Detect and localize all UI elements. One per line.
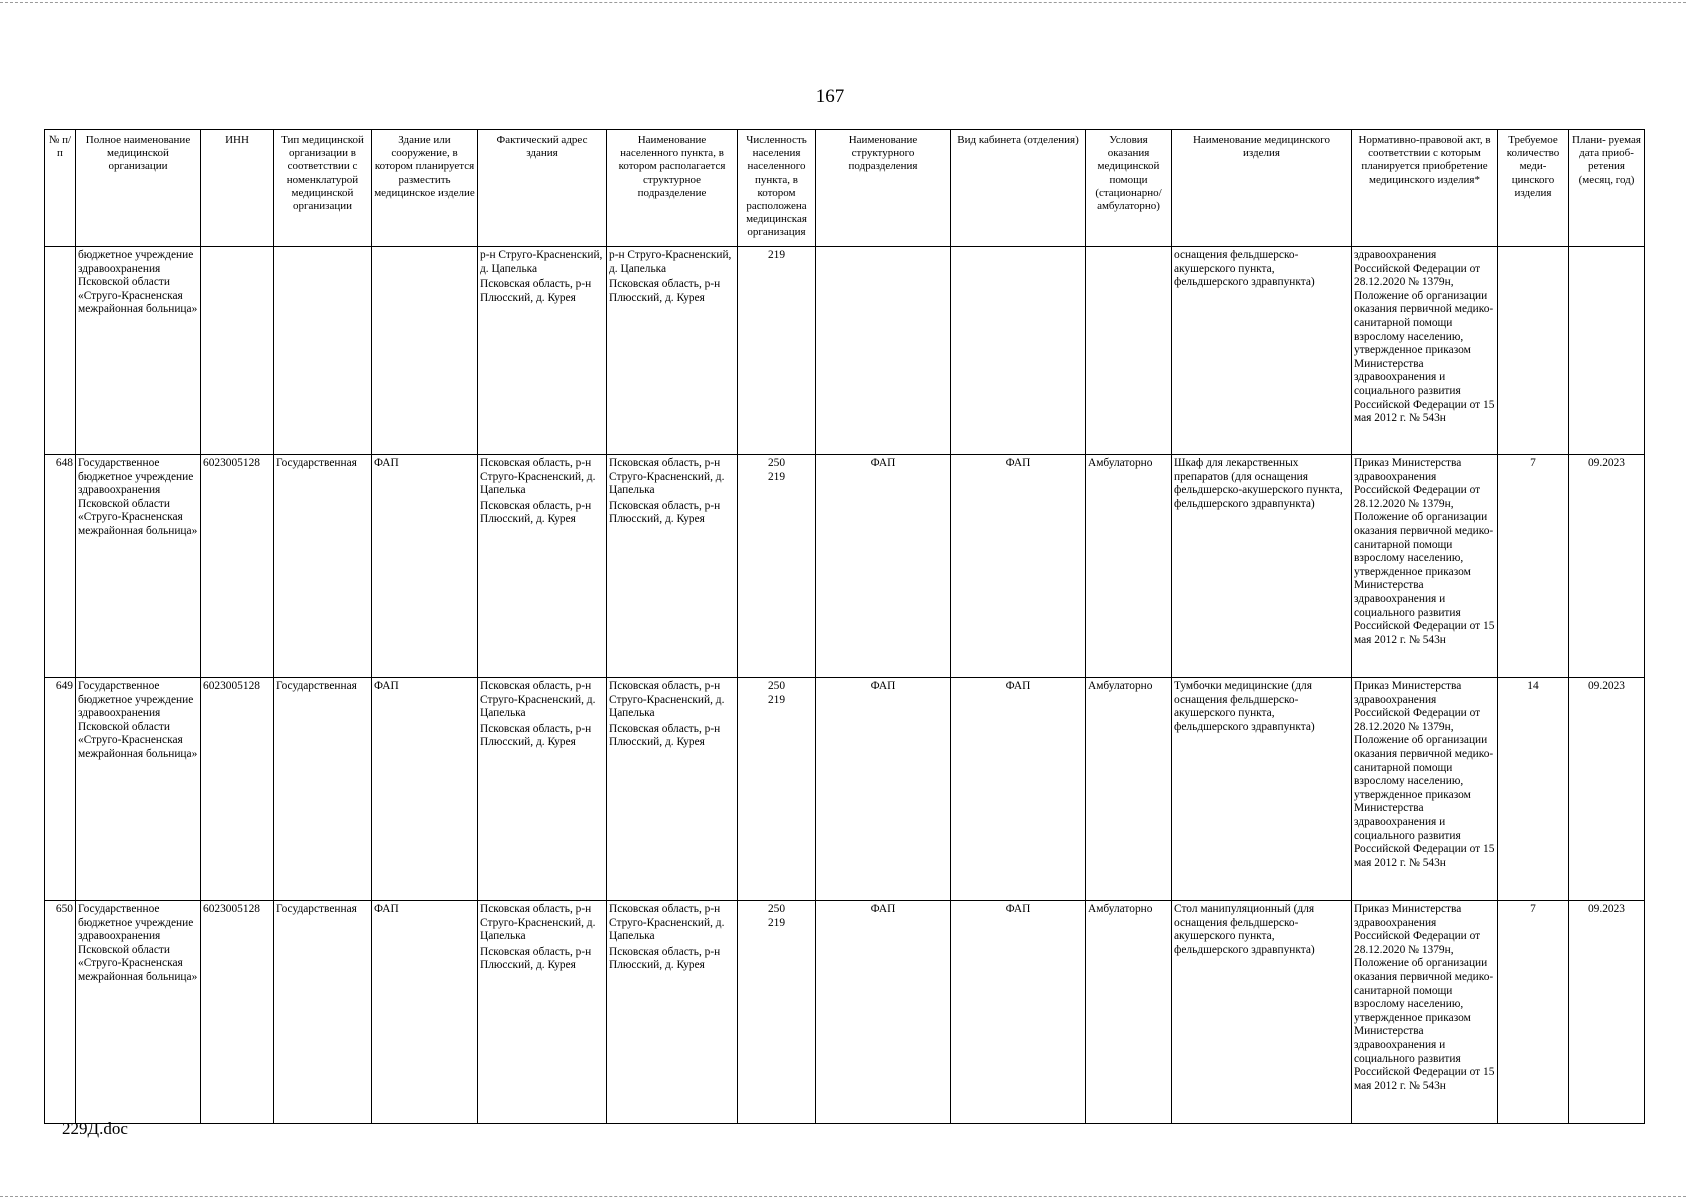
population-value-1: 250: [767, 903, 786, 915]
cell-device: оснащения фельдшерско-акушерского пункта, фельдшерского здравпункта): [1172, 247, 1352, 455]
cell-type: Государственная: [274, 901, 372, 1124]
cell-num: [45, 247, 76, 455]
population-value-2: 219: [767, 916, 786, 929]
cell-date: 09.2023: [1569, 455, 1645, 678]
header-num: № п/п: [45, 130, 76, 247]
cell-org: Государственное бюджетное учреждение здравоохранения Псковской области «Струго-Красненская межрайонная больница»: [76, 455, 201, 678]
cell-unit: ФАП: [816, 901, 951, 1124]
address-line-2: Псковская область, р-н Плюсский, д. Курея: [480, 278, 592, 304]
cell-conditions: Амбулаторно: [1086, 901, 1172, 1124]
cell-type: Государственная: [274, 678, 372, 901]
scan-edge-top: [0, 2, 1686, 3]
population-value-2: 219: [767, 470, 786, 483]
cell-building: [372, 247, 478, 455]
header-qty: Требуемое количество меди- цинского изделия: [1498, 130, 1569, 247]
cell-address: [478, 678, 607, 901]
cell-num: 650: [45, 901, 76, 1124]
cell-device: Стол манипуляционный (для оснащения фельдшерско-акушерского пункта, фельдшерского здравпункта): [1172, 901, 1352, 1124]
cell-address: [478, 455, 607, 678]
cell-building: ФАП: [372, 455, 478, 678]
address-line-2: Псковская область, р-н Плюсский, д. Курея: [480, 945, 592, 972]
cell-address: [478, 247, 607, 455]
cell-type: Государственная: [274, 455, 372, 678]
header-device: Наименование медицинского изделия: [1172, 130, 1352, 247]
locality-line-2: Псковская область, р-н Плюсский, д. Курея: [609, 945, 721, 972]
header-population: Численность населения населенного пункта, в котором расположена медицинская организация: [738, 130, 816, 247]
table-row: [45, 901, 1645, 1124]
scan-edge-bottom: [0, 1196, 1686, 1197]
cell-cabinet: ФАП: [951, 901, 1086, 1124]
cell-locality: [607, 901, 738, 1124]
table-row: [45, 455, 1645, 678]
header-conditions: Условия оказания медицинской помощи (стационарно/ амбулаторно): [1086, 130, 1172, 247]
cell-conditions: Амбулаторно: [1086, 455, 1172, 678]
cell-inn: 6023005128: [201, 678, 274, 901]
population-value-1: 250: [767, 457, 786, 469]
cell-conditions: [1086, 247, 1172, 455]
header-inn: ИНН: [201, 130, 274, 247]
cell-qty: 7: [1498, 455, 1569, 678]
cell-num: 649: [45, 678, 76, 901]
cell-act: Приказ Министерства здравоохранения Российской Федерации от 28.12.2020 № 1379н, Положение об организации оказания первичной медико-санитарной помощи взрослому населению, утвержденное приказом Министерства здравоохранения и социального развития Российской Федерации от 15 мая 2012 г. № 543н: [1352, 678, 1498, 901]
cell-date: 09.2023: [1569, 678, 1645, 901]
cell-device: Тумбочки медицинские (для оснащения фельдшерско-акушерского пункта, фельдшерского здравпункта): [1172, 678, 1352, 901]
cell-qty: 7: [1498, 901, 1569, 1124]
cell-population: [738, 901, 816, 1124]
cell-population: [738, 455, 816, 678]
address-line-1: р-н Струго-Красненский, д. Цапелька: [480, 249, 603, 275]
cell-date: 09.2023: [1569, 901, 1645, 1124]
cell-type: [274, 247, 372, 455]
cell-org: Государственное бюджетное учреждение здравоохранения Псковской области «Струго-Красненская межрайонная больница»: [76, 901, 201, 1124]
table-header-row: [45, 130, 1645, 247]
locality-line-1: р-н Струго-Красненский, д. Цапелька: [609, 249, 732, 275]
cell-locality: [607, 455, 738, 678]
cell-unit: ФАП: [816, 455, 951, 678]
page-number: 167: [815, 86, 845, 107]
header-address: Фактический адрес здания: [478, 130, 607, 247]
cell-address: [478, 901, 607, 1124]
address-line-1: Псковская область, р-н Струго-Красненский, д. Цапелька: [480, 903, 596, 943]
cell-act: Приказ Министерства здравоохранения Российской Федерации от 28.12.2020 № 1379н, Положение об организации оказания первичной медико-санитарной помощи взрослому населению, утвержденное приказом Министерства здравоохранения и социального развития Российской Федерации от 15 мая 2012 г. № 543н: [1352, 455, 1498, 678]
cell-inn: 6023005128: [201, 901, 274, 1124]
cell-act: Приказ Министерства здравоохранения Российской Федерации от 28.12.2020 № 1379н, Положение об организации оказания первичной медико-санитарной помощи взрослому населению, утвержденное приказом Министерства здравоохранения и социального развития Российской Федерации от 15 мая 2012 г. № 543н: [1352, 901, 1498, 1124]
cell-locality: [607, 247, 738, 455]
locality-line-1: Псковская область, р-н Струго-Красненский, д. Цапелька: [609, 903, 725, 943]
cell-inn: [201, 247, 274, 455]
cell-conditions: Амбулаторно: [1086, 678, 1172, 901]
cell-cabinet: [951, 247, 1086, 455]
cell-qty: [1498, 247, 1569, 455]
cell-cabinet: ФАП: [951, 678, 1086, 901]
header-act: Нормативно-правовой акт, в соответствии с которым планируется приобретение медицинского изделия*: [1352, 130, 1498, 247]
locality-line-2: Псковская область, р-н Плюсский, д. Курея: [609, 278, 721, 304]
cell-population: 219: [738, 247, 816, 455]
locality-line-1: Псковская область, р-н Струго-Красненский, д. Цапелька: [609, 457, 725, 497]
population-value-2: 219: [767, 693, 786, 706]
locality-line-2: Псковская область, р-н Плюсский, д. Курея: [609, 722, 721, 749]
cell-qty: 14: [1498, 678, 1569, 901]
header-org: Полное наименование медицинской организации: [76, 130, 201, 247]
locality-line-1: Псковская область, р-н Струго-Красненский, д. Цапелька: [609, 680, 725, 720]
document-filename: 229Д.doc: [62, 1119, 128, 1138]
cell-population: [738, 678, 816, 901]
cell-building: ФАП: [372, 678, 478, 901]
address-line-2: Псковская область, р-н Плюсский, д. Курея: [480, 722, 592, 749]
cell-org: Государственное бюджетное учреждение здравоохранения Псковской области «Струго-Красненская межрайонная больница»: [76, 678, 201, 901]
table-row: [45, 678, 1645, 901]
cell-unit: [816, 247, 951, 455]
cell-locality: [607, 678, 738, 901]
cell-date: [1569, 247, 1645, 455]
equipment-table: [44, 129, 1645, 1124]
cell-unit: ФАП: [816, 678, 951, 901]
header-type: Тип медицинской организации в соответствии с номенклатурой медицинской организации: [274, 130, 372, 247]
header-unit: Наименование структурного подразделения: [816, 130, 951, 247]
header-date: Плани- руемая дата приоб- ретения (месяц, год): [1569, 130, 1645, 247]
cell-num: 648: [45, 455, 76, 678]
cell-org: бюджетное учреждение здравоохранения Псковской области «Струго-Красненская межрайонная больница»: [76, 247, 201, 455]
address-line-1: Псковская область, р-н Струго-Красненский, д. Цапелька: [480, 457, 596, 497]
locality-line-2: Псковская область, р-н Плюсский, д. Курея: [609, 499, 721, 526]
cell-building: ФАП: [372, 901, 478, 1124]
header-cabinet: Вид кабинета (отделения): [951, 130, 1086, 247]
address-line-2: Псковская область, р-н Плюсский, д. Курея: [480, 499, 592, 526]
population-value-1: 250: [767, 680, 786, 692]
table-row-continuation: [45, 247, 1645, 455]
header-locality: Наименование населенного пункта, в котором располагается структурное подразделение: [607, 130, 738, 247]
header-building: Здание или сооружение, в котором планируется разместить медицинское изделие: [372, 130, 478, 247]
cell-cabinet: ФАП: [951, 455, 1086, 678]
cell-act: здравоохранения Российской Федерации от 28.12.2020 № 1379н, Положение об организации оказания первичной медико-санитарной помощи взрослому населению, утвержденное приказом Министерства здравоохранения и социального развития Российской Федерации от 15 мая 2012 г. № 543н: [1352, 247, 1498, 455]
cell-device: Шкаф для лекарственных препаратов (для оснащения фельдшерско-акушерского пункта, фельдшерского здравпункта): [1172, 455, 1352, 678]
cell-inn: 6023005128: [201, 455, 274, 678]
address-line-1: Псковская область, р-н Струго-Красненский, д. Цапелька: [480, 680, 596, 720]
